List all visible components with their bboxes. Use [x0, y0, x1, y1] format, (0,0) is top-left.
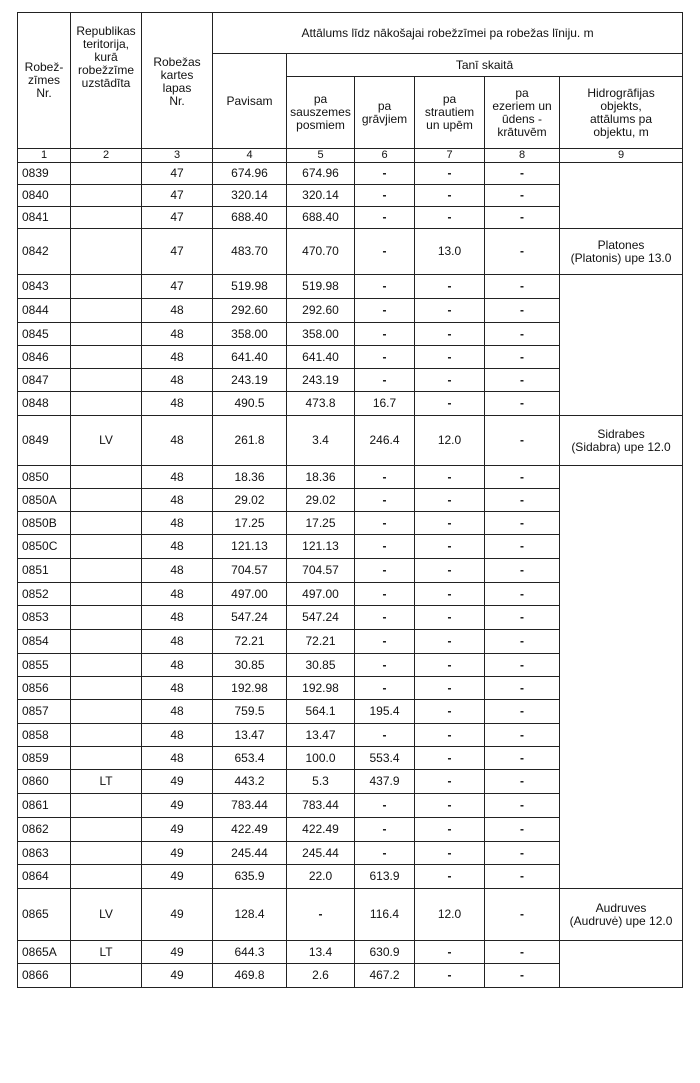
- cell-hydro-object: [560, 229, 683, 275]
- cell-marker-nr: 0850B: [18, 512, 71, 535]
- cell-map-sheet: 47: [142, 163, 213, 185]
- cell-lake: -: [485, 770, 560, 794]
- cell-territory: [71, 346, 142, 369]
- cell-total: 17.25: [213, 512, 287, 535]
- cell-lake: -: [485, 392, 560, 416]
- cell-marker-nr: 0857: [18, 700, 71, 724]
- header-land: pa sauszemes posmiem: [287, 77, 355, 149]
- cell-stream: -: [415, 865, 485, 889]
- cell-territory: LT: [71, 941, 142, 964]
- cell-stream: -: [415, 392, 485, 416]
- cell-lake: -: [485, 677, 560, 700]
- cell-total: 18.36: [213, 466, 287, 489]
- cell-total: 519.98: [213, 275, 287, 299]
- cell-map-sheet: 49: [142, 865, 213, 889]
- cell-total: 783.44: [213, 794, 287, 818]
- cell-land: 292.60: [287, 299, 355, 323]
- table-row: [18, 229, 683, 275]
- cell-marker-nr: 0851: [18, 559, 71, 583]
- cell-land: 704.57: [287, 559, 355, 583]
- cell-map-sheet: 48: [142, 323, 213, 346]
- cell-lake: -: [485, 535, 560, 559]
- cell-total: 759.5: [213, 700, 287, 724]
- cell-territory: [71, 369, 142, 392]
- cell-map-sheet: 49: [142, 794, 213, 818]
- cell-land: 243.19: [287, 369, 355, 392]
- cell-lake: -: [485, 275, 560, 299]
- cell-lake: -: [485, 724, 560, 747]
- cell-stream: -: [415, 466, 485, 489]
- cell-stream: -: [415, 512, 485, 535]
- cell-land: 72.21: [287, 630, 355, 654]
- table-row: [18, 941, 683, 964]
- cell-marker-nr: 0854: [18, 630, 71, 654]
- cell-marker-nr: 0860: [18, 770, 71, 794]
- cell-map-sheet: 48: [142, 369, 213, 392]
- cell-territory: [71, 964, 142, 988]
- cell-stream: -: [415, 535, 485, 559]
- cell-stream: -: [415, 207, 485, 229]
- cell-land: 192.98: [287, 677, 355, 700]
- cell-territory: [71, 583, 142, 606]
- cell-map-sheet: 49: [142, 889, 213, 941]
- cell-territory: [71, 323, 142, 346]
- cell-land: 641.40: [287, 346, 355, 369]
- cell-total: 641.40: [213, 346, 287, 369]
- cell-stream: -: [415, 185, 485, 207]
- cell-marker-nr: 0843: [18, 275, 71, 299]
- cell-lake: -: [485, 747, 560, 770]
- cell-marker-nr: 0856: [18, 677, 71, 700]
- cell-territory: [71, 392, 142, 416]
- cell-ditch: -: [355, 163, 415, 185]
- cell-land: 473.8: [287, 392, 355, 416]
- cell-land: 18.36: [287, 466, 355, 489]
- cell-ditch: 16.7: [355, 392, 415, 416]
- cell-territory: [71, 747, 142, 770]
- cell-map-sheet: 48: [142, 654, 213, 677]
- column-number: 3: [142, 149, 213, 163]
- column-number: 9: [560, 149, 683, 163]
- cell-map-sheet: 48: [142, 346, 213, 369]
- cell-map-sheet: 48: [142, 677, 213, 700]
- cell-stream: -: [415, 630, 485, 654]
- cell-stream: -: [415, 489, 485, 512]
- cell-total: 490.5: [213, 392, 287, 416]
- column-number: 2: [71, 149, 142, 163]
- cell-total: 653.4: [213, 747, 287, 770]
- cell-land: 13.4: [287, 941, 355, 964]
- cell-hydro-object: [560, 941, 683, 988]
- cell-marker-nr: 0841: [18, 207, 71, 229]
- cell-hydro-object: [560, 466, 683, 889]
- cell-territory: [71, 724, 142, 747]
- cell-map-sheet: 48: [142, 606, 213, 630]
- cell-stream: -: [415, 818, 485, 842]
- cell-ditch: 553.4: [355, 747, 415, 770]
- cell-ditch: -: [355, 489, 415, 512]
- table-row: [18, 275, 683, 299]
- cell-ditch: -: [355, 583, 415, 606]
- cell-stream: -: [415, 747, 485, 770]
- cell-ditch: -: [355, 630, 415, 654]
- cell-map-sheet: 48: [142, 583, 213, 606]
- cell-marker-nr: 0865: [18, 889, 71, 941]
- header-total: Pavisam: [213, 54, 287, 149]
- header-stream: pa strautiem un upēm: [415, 77, 485, 149]
- cell-lake: -: [485, 818, 560, 842]
- cell-territory: LV: [71, 889, 142, 941]
- header-of-which: Tanī skaitā: [287, 54, 683, 77]
- cell-total: 443.2: [213, 770, 287, 794]
- cell-stream: -: [415, 794, 485, 818]
- cell-map-sheet: 49: [142, 941, 213, 964]
- hydro-object-text: Audruves (Audruvė) upe 12.0: [569, 900, 673, 928]
- cell-map-sheet: 48: [142, 724, 213, 747]
- cell-land: 121.13: [287, 535, 355, 559]
- cell-map-sheet: 49: [142, 842, 213, 865]
- cell-territory: [71, 229, 142, 275]
- cell-ditch: -: [355, 346, 415, 369]
- column-number: 1: [18, 149, 71, 163]
- cell-stream: -: [415, 724, 485, 747]
- cell-ditch: -: [355, 229, 415, 275]
- cell-marker-nr: 0861: [18, 794, 71, 818]
- cell-ditch: 246.4: [355, 416, 415, 466]
- cell-total: 72.21: [213, 630, 287, 654]
- cell-territory: [71, 794, 142, 818]
- cell-land: 674.96: [287, 163, 355, 185]
- cell-territory: [71, 818, 142, 842]
- cell-map-sheet: 47: [142, 185, 213, 207]
- cell-total: 547.24: [213, 606, 287, 630]
- cell-stream: -: [415, 163, 485, 185]
- cell-ditch: -: [355, 724, 415, 747]
- cell-land: 422.49: [287, 818, 355, 842]
- cell-stream: -: [415, 770, 485, 794]
- cell-marker-nr: 0840: [18, 185, 71, 207]
- cell-land: 470.70: [287, 229, 355, 275]
- cell-map-sheet: 48: [142, 700, 213, 724]
- cell-ditch: -: [355, 207, 415, 229]
- table-row: [18, 163, 683, 185]
- header-lake: pa ezeriem un ūdens - krātuvēm: [485, 77, 560, 149]
- cell-map-sheet: 48: [142, 416, 213, 466]
- header-hydro: Hidrogrāfijas objekts, attālums pa objektu, m: [560, 77, 683, 149]
- cell-lake: -: [485, 229, 560, 275]
- cell-map-sheet: 49: [142, 818, 213, 842]
- cell-ditch: -: [355, 512, 415, 535]
- cell-stream: -: [415, 299, 485, 323]
- border-markers-table: [17, 12, 683, 988]
- cell-land: 320.14: [287, 185, 355, 207]
- cell-lake: -: [485, 207, 560, 229]
- cell-land: 358.00: [287, 323, 355, 346]
- cell-marker-nr: 0845: [18, 323, 71, 346]
- cell-ditch: -: [355, 654, 415, 677]
- cell-lake: -: [485, 512, 560, 535]
- cell-map-sheet: 48: [142, 512, 213, 535]
- header-marker-nr: Robež- zīmes Nr.: [18, 13, 71, 149]
- cell-total: 29.02: [213, 489, 287, 512]
- cell-marker-nr: 0846: [18, 346, 71, 369]
- cell-lake: -: [485, 941, 560, 964]
- cell-ditch: -: [355, 842, 415, 865]
- cell-stream: 12.0: [415, 889, 485, 941]
- cell-ditch: 116.4: [355, 889, 415, 941]
- cell-stream: -: [415, 677, 485, 700]
- cell-territory: [71, 299, 142, 323]
- cell-marker-nr: 0850C: [18, 535, 71, 559]
- cell-ditch: 630.9: [355, 941, 415, 964]
- cell-marker-nr: 0847: [18, 369, 71, 392]
- cell-stream: 13.0: [415, 229, 485, 275]
- header-map-sheet: Robežas kartes lapas Nr.: [142, 13, 213, 149]
- cell-lake: -: [485, 630, 560, 654]
- cell-map-sheet: 49: [142, 770, 213, 794]
- cell-marker-nr: 0842: [18, 229, 71, 275]
- table-row: [18, 416, 683, 466]
- cell-land: 547.24: [287, 606, 355, 630]
- cell-lake: -: [485, 842, 560, 865]
- cell-map-sheet: 48: [142, 489, 213, 512]
- cell-stream: -: [415, 654, 485, 677]
- cell-ditch: -: [355, 559, 415, 583]
- cell-stream: -: [415, 275, 485, 299]
- cell-land: -: [287, 889, 355, 941]
- cell-land: 688.40: [287, 207, 355, 229]
- cell-land: 100.0: [287, 747, 355, 770]
- cell-stream: -: [415, 842, 485, 865]
- cell-map-sheet: 47: [142, 275, 213, 299]
- cell-ditch: -: [355, 299, 415, 323]
- cell-territory: [71, 535, 142, 559]
- cell-land: 497.00: [287, 583, 355, 606]
- cell-lake: -: [485, 606, 560, 630]
- cell-total: 644.3: [213, 941, 287, 964]
- cell-stream: -: [415, 559, 485, 583]
- cell-marker-nr: 0850A: [18, 489, 71, 512]
- cell-total: 704.57: [213, 559, 287, 583]
- cell-lake: -: [485, 865, 560, 889]
- cell-territory: LV: [71, 416, 142, 466]
- cell-map-sheet: 48: [142, 747, 213, 770]
- hydro-object-text: Sidrabes (Sidabra) upe 12.0: [571, 426, 671, 454]
- cell-ditch: -: [355, 466, 415, 489]
- cell-lake: -: [485, 185, 560, 207]
- cell-territory: [71, 185, 142, 207]
- cell-stream: -: [415, 369, 485, 392]
- cell-marker-nr: 0859: [18, 747, 71, 770]
- cell-ditch: -: [355, 794, 415, 818]
- cell-ditch: 467.2: [355, 964, 415, 988]
- cell-lake: -: [485, 416, 560, 466]
- cell-hydro-object: [560, 889, 683, 941]
- cell-hydro-object: [560, 163, 683, 229]
- cell-land: 3.4: [287, 416, 355, 466]
- cell-land: 245.44: [287, 842, 355, 865]
- cell-lake: -: [485, 794, 560, 818]
- header-territory: Republikas teritorija, kurā robežzīme uzstādīta: [71, 13, 142, 149]
- cell-map-sheet: 47: [142, 229, 213, 275]
- column-number: 8: [485, 149, 560, 163]
- column-number: 5: [287, 149, 355, 163]
- cell-map-sheet: 48: [142, 466, 213, 489]
- cell-map-sheet: 48: [142, 559, 213, 583]
- cell-lake: -: [485, 466, 560, 489]
- header-ditch: pa grāvjiem: [355, 77, 415, 149]
- cell-lake: -: [485, 489, 560, 512]
- cell-territory: [71, 512, 142, 535]
- table-row: [18, 889, 683, 941]
- cell-map-sheet: 47: [142, 207, 213, 229]
- cell-lake: -: [485, 346, 560, 369]
- cell-hydro-object: [560, 275, 683, 416]
- cell-territory: [71, 654, 142, 677]
- cell-stream: -: [415, 964, 485, 988]
- cell-marker-nr: 0864: [18, 865, 71, 889]
- cell-marker-nr: 0852: [18, 583, 71, 606]
- cell-total: 121.13: [213, 535, 287, 559]
- cell-lake: -: [485, 889, 560, 941]
- cell-map-sheet: 48: [142, 299, 213, 323]
- cell-marker-nr: 0858: [18, 724, 71, 747]
- cell-total: 688.40: [213, 207, 287, 229]
- cell-territory: [71, 606, 142, 630]
- table-row: [18, 466, 683, 489]
- cell-total: 261.8: [213, 416, 287, 466]
- cell-land: 29.02: [287, 489, 355, 512]
- cell-territory: [71, 630, 142, 654]
- cell-total: 358.00: [213, 323, 287, 346]
- cell-stream: -: [415, 606, 485, 630]
- cell-stream: -: [415, 346, 485, 369]
- cell-map-sheet: 48: [142, 535, 213, 559]
- column-number: 4: [213, 149, 287, 163]
- cell-total: 192.98: [213, 677, 287, 700]
- cell-lake: -: [485, 163, 560, 185]
- cell-land: 17.25: [287, 512, 355, 535]
- cell-marker-nr: 0844: [18, 299, 71, 323]
- cell-total: 243.19: [213, 369, 287, 392]
- cell-land: 783.44: [287, 794, 355, 818]
- cell-total: 320.14: [213, 185, 287, 207]
- cell-land: 2.6: [287, 964, 355, 988]
- cell-marker-nr: 0848: [18, 392, 71, 416]
- cell-lake: -: [485, 369, 560, 392]
- cell-total: 469.8: [213, 964, 287, 988]
- cell-land: 22.0: [287, 865, 355, 889]
- cell-stream: -: [415, 941, 485, 964]
- cell-territory: [71, 207, 142, 229]
- cell-lake: -: [485, 559, 560, 583]
- cell-territory: LT: [71, 770, 142, 794]
- cell-total: 674.96: [213, 163, 287, 185]
- cell-lake: -: [485, 323, 560, 346]
- hydro-object-text: Platones (Platonis) upe 13.0: [570, 237, 672, 265]
- cell-marker-nr: 0853: [18, 606, 71, 630]
- cell-total: 422.49: [213, 818, 287, 842]
- cell-territory: [71, 677, 142, 700]
- cell-territory: [71, 559, 142, 583]
- cell-map-sheet: 48: [142, 392, 213, 416]
- cell-land: 564.1: [287, 700, 355, 724]
- cell-map-sheet: 49: [142, 964, 213, 988]
- cell-territory: [71, 466, 142, 489]
- cell-ditch: 437.9: [355, 770, 415, 794]
- cell-lake: -: [485, 964, 560, 988]
- cell-total: 128.4: [213, 889, 287, 941]
- cell-map-sheet: 48: [142, 630, 213, 654]
- cell-land: 30.85: [287, 654, 355, 677]
- cell-ditch: -: [355, 323, 415, 346]
- cell-territory: [71, 163, 142, 185]
- cell-stream: 12.0: [415, 416, 485, 466]
- cell-marker-nr: 0839: [18, 163, 71, 185]
- cell-total: 635.9: [213, 865, 287, 889]
- cell-stream: -: [415, 323, 485, 346]
- cell-hydro-object: [560, 416, 683, 466]
- cell-marker-nr: 0855: [18, 654, 71, 677]
- cell-total: 292.60: [213, 299, 287, 323]
- cell-lake: -: [485, 583, 560, 606]
- cell-land: 519.98: [287, 275, 355, 299]
- cell-total: 13.47: [213, 724, 287, 747]
- header-distance: Attālums līdz nākošajai robežzīmei pa robežas līniju. m: [213, 13, 683, 54]
- cell-territory: [71, 842, 142, 865]
- cell-stream: -: [415, 583, 485, 606]
- cell-territory: [71, 700, 142, 724]
- cell-marker-nr: 0849: [18, 416, 71, 466]
- cell-total: 245.44: [213, 842, 287, 865]
- cell-land: 5.3: [287, 770, 355, 794]
- cell-total: 483.70: [213, 229, 287, 275]
- cell-ditch: 613.9: [355, 865, 415, 889]
- cell-marker-nr: 0863: [18, 842, 71, 865]
- cell-marker-nr: 0866: [18, 964, 71, 988]
- cell-territory: [71, 865, 142, 889]
- cell-lake: -: [485, 654, 560, 677]
- cell-territory: [71, 489, 142, 512]
- cell-marker-nr: 0862: [18, 818, 71, 842]
- cell-ditch: -: [355, 606, 415, 630]
- cell-ditch: -: [355, 185, 415, 207]
- cell-territory: [71, 275, 142, 299]
- column-number: 7: [415, 149, 485, 163]
- cell-total: 30.85: [213, 654, 287, 677]
- cell-stream: -: [415, 700, 485, 724]
- cell-marker-nr: 0865A: [18, 941, 71, 964]
- cell-total: 497.00: [213, 583, 287, 606]
- cell-land: 13.47: [287, 724, 355, 747]
- cell-ditch: -: [355, 818, 415, 842]
- cell-ditch: -: [355, 369, 415, 392]
- cell-ditch: -: [355, 275, 415, 299]
- cell-lake: -: [485, 299, 560, 323]
- column-number: 6: [355, 149, 415, 163]
- cell-lake: -: [485, 700, 560, 724]
- table-body: [18, 163, 683, 988]
- cell-ditch: -: [355, 677, 415, 700]
- cell-marker-nr: 0850: [18, 466, 71, 489]
- cell-ditch: 195.4: [355, 700, 415, 724]
- cell-ditch: -: [355, 535, 415, 559]
